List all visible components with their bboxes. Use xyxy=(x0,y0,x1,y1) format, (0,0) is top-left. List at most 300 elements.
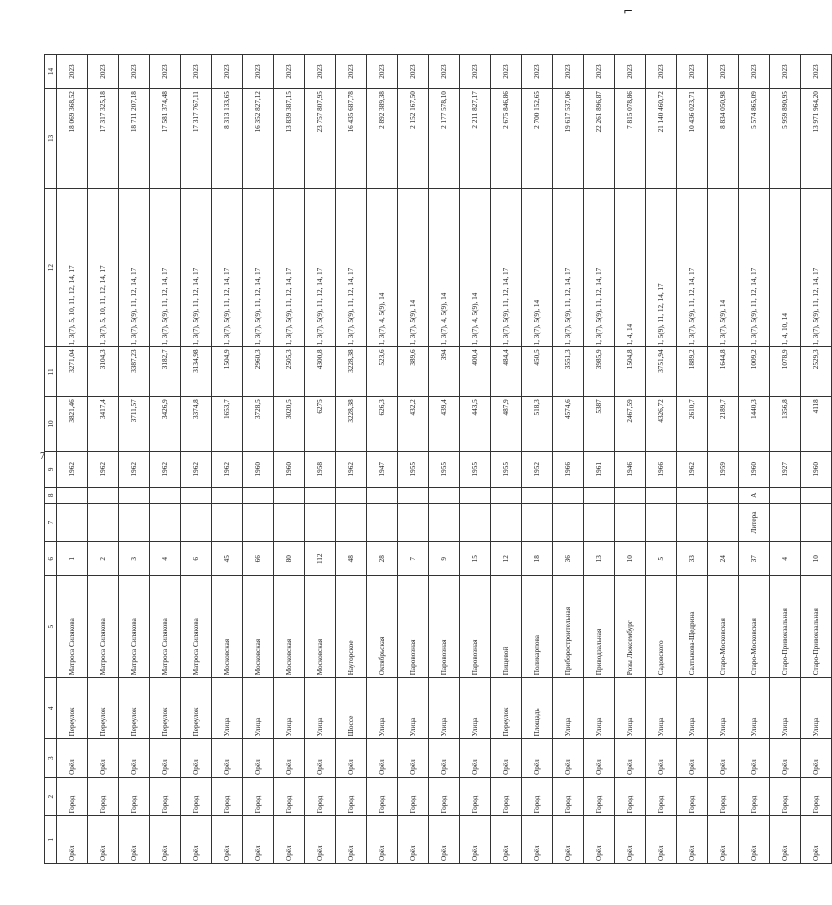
cell-col-10: 3821,46 xyxy=(57,397,88,451)
cell-col-10: 432,2 xyxy=(398,397,429,451)
cell-col-5: Старо-Привокзальная xyxy=(770,576,801,678)
table-row xyxy=(491,55,522,864)
table-row xyxy=(243,55,274,864)
cell-col-1: Орёл xyxy=(398,816,429,864)
cell-col-14: 2023 xyxy=(460,55,491,89)
cell-col-3: Орёл xyxy=(398,739,429,778)
cell-col-5: Московская xyxy=(212,576,243,678)
cell-col-14: 2023 xyxy=(398,55,429,89)
cell-col-7 xyxy=(243,503,274,542)
cell-col-4: Переулок xyxy=(181,678,212,739)
cell-col-1: Орёл xyxy=(553,816,584,864)
cell-col-11: 3134,98 xyxy=(181,347,212,397)
cell-col-12: 1, 3(7), 5(9), 11, 12, 14, 17 xyxy=(677,188,708,347)
cell-col-2: Город xyxy=(119,777,150,816)
cell-col-10: 1653,7 xyxy=(212,397,243,451)
cell-col-7 xyxy=(119,503,150,542)
cell-col-9: 1955 xyxy=(460,451,491,487)
cell-col-7 xyxy=(460,503,491,542)
cell-col-7 xyxy=(770,503,801,542)
cell-col-10: 3228,38 xyxy=(336,397,367,451)
cell-col-2: Город xyxy=(708,777,739,816)
cell-col-6: 4 xyxy=(150,542,181,576)
cell-col-6: 3 xyxy=(119,542,150,576)
cell-col-8 xyxy=(491,487,522,503)
cell-col-13: 17 317 767,11 xyxy=(181,89,212,189)
cell-col-3: Орёл xyxy=(367,739,398,778)
cell-col-1: Орёл xyxy=(243,816,274,864)
cell-col-7 xyxy=(57,503,88,542)
table-row xyxy=(88,55,119,864)
table-row xyxy=(646,55,677,864)
cell-col-1: Орёл xyxy=(305,816,336,864)
cell-col-7 xyxy=(150,503,181,542)
cell-col-3: Орёл xyxy=(553,739,584,778)
column-number-5: 5 xyxy=(45,576,57,678)
cell-col-3: Орёл xyxy=(491,739,522,778)
cell-col-1: Орёл xyxy=(584,816,615,864)
cell-col-8 xyxy=(243,487,274,503)
cell-col-8 xyxy=(181,487,212,503)
corner-mark: ⌐ xyxy=(622,4,633,18)
cell-col-1: Орёл xyxy=(57,816,88,864)
cell-col-12: 1, 3(7), 5(9), 14 xyxy=(522,188,553,347)
cell-col-3: Орёл xyxy=(181,739,212,778)
cell-col-14: 2023 xyxy=(770,55,801,89)
cell-col-2: Город xyxy=(398,777,429,816)
cell-col-6: 45 xyxy=(212,542,243,576)
cell-col-12: 1, 3(7), 5(9), 14 xyxy=(398,188,429,347)
cell-col-11: 3551,3 xyxy=(553,347,584,397)
cell-col-3: Орёл xyxy=(150,739,181,778)
cell-col-2: Город xyxy=(460,777,491,816)
cell-col-11: 1889,2 xyxy=(677,347,708,397)
rotated-table-container xyxy=(44,54,820,864)
cell-col-5: Матроса Силякова xyxy=(57,576,88,678)
cell-col-8 xyxy=(336,487,367,503)
cell-col-13: 2 892 389,38 xyxy=(367,89,398,189)
cell-col-8 xyxy=(677,487,708,503)
cell-col-14: 2023 xyxy=(181,55,212,89)
cell-col-2: Город xyxy=(429,777,460,816)
cell-col-7 xyxy=(398,503,429,542)
page-number: 7 xyxy=(40,451,45,462)
table-row xyxy=(429,55,460,864)
cell-col-2: Город xyxy=(57,777,88,816)
cell-col-13: 5 959 890,95 xyxy=(770,89,801,189)
cell-col-4: Улица xyxy=(677,678,708,739)
cell-col-4: Улица xyxy=(305,678,336,739)
cell-col-14: 2023 xyxy=(305,55,336,89)
cell-col-7 xyxy=(615,503,646,542)
cell-col-14: 2023 xyxy=(429,55,460,89)
cell-col-5: Старо-Московская xyxy=(739,576,770,678)
table-body xyxy=(57,55,832,864)
cell-col-7 xyxy=(646,503,677,542)
cell-col-12: 1, 3(7), 4, 5(9), 14 xyxy=(429,188,460,347)
cell-col-2: Город xyxy=(801,777,832,816)
cell-col-11: 3182,7 xyxy=(150,347,181,397)
cell-col-10: 4574,6 xyxy=(553,397,584,451)
cell-col-4: Переулок xyxy=(57,678,88,739)
cell-col-8 xyxy=(367,487,398,503)
cell-col-12: 1, 3(7), 5(9), 11, 12, 14, 17 xyxy=(336,188,367,347)
cell-col-5: Старо-Привокзальная xyxy=(801,576,832,678)
cell-col-12: 1, 3(7), 5(9), 11, 12, 14, 17 xyxy=(274,188,305,347)
cell-col-13: 18 069 368,52 xyxy=(57,89,88,189)
cell-col-12: 1, 3(7), 5(9), 11, 12, 14, 17 xyxy=(305,188,336,347)
cell-col-13: 19 617 537,06 xyxy=(553,89,584,189)
cell-col-12: 1, 3(7), 5, 10, 11, 12, 14, 17 xyxy=(88,188,119,347)
cell-col-8 xyxy=(460,487,491,503)
cell-col-9: 1927 xyxy=(770,451,801,487)
cell-col-1: Орёл xyxy=(770,816,801,864)
cell-col-8 xyxy=(801,487,832,503)
cell-col-14: 2023 xyxy=(522,55,553,89)
cell-col-9: 1962 xyxy=(57,451,88,487)
cell-col-4: Переулок xyxy=(88,678,119,739)
cell-col-4: Переулок xyxy=(491,678,522,739)
column-number-6: 6 xyxy=(45,542,57,576)
cell-col-9: 1955 xyxy=(491,451,522,487)
cell-col-6: 48 xyxy=(336,542,367,576)
cell-col-14: 2023 xyxy=(708,55,739,89)
cell-col-14: 2023 xyxy=(88,55,119,89)
cell-col-8 xyxy=(615,487,646,503)
cell-col-6: 5 xyxy=(646,542,677,576)
cell-col-8 xyxy=(398,487,429,503)
cell-col-12: 1, 3(7), 5(9), 11, 12, 14, 17 xyxy=(119,188,150,347)
table-row xyxy=(336,55,367,864)
cell-col-12: 1, 3(7), 4, 5(9), 14 xyxy=(367,188,398,347)
column-number-8: 8 xyxy=(45,487,57,503)
cell-col-2: Город xyxy=(150,777,181,816)
cell-col-11: 389,6 xyxy=(398,347,429,397)
cell-col-9: 1955 xyxy=(398,451,429,487)
column-number-3: 3 xyxy=(45,739,57,778)
cell-col-1: Орёл xyxy=(150,816,181,864)
cell-col-13: 2 152 167,50 xyxy=(398,89,429,189)
cell-col-14: 2023 xyxy=(646,55,677,89)
cell-col-1: Орёл xyxy=(88,816,119,864)
cell-col-1: Орёл xyxy=(491,816,522,864)
cell-col-11: 3985,9 xyxy=(584,347,615,397)
cell-col-3: Орёл xyxy=(243,739,274,778)
cell-col-3: Орёл xyxy=(584,739,615,778)
cell-col-13: 13 839 387,15 xyxy=(274,89,305,189)
cell-col-11: 1644,8 xyxy=(708,347,739,397)
cell-col-6: 33 xyxy=(677,542,708,576)
cell-col-2: Город xyxy=(305,777,336,816)
cell-col-13: 2 211 827,17 xyxy=(460,89,491,189)
cell-col-9: 1961 xyxy=(584,451,615,487)
cell-col-3: Орёл xyxy=(739,739,770,778)
cell-col-13: 2 675 846,86 xyxy=(491,89,522,189)
cell-col-14: 2023 xyxy=(150,55,181,89)
cell-col-13: 18 711 207,18 xyxy=(119,89,150,189)
cell-col-14: 2023 xyxy=(801,55,832,89)
cell-col-4: Переулок xyxy=(150,678,181,739)
cell-col-2: Город xyxy=(367,777,398,816)
cell-col-13: 8 834 050,98 xyxy=(708,89,739,189)
column-number-1: 1 xyxy=(45,816,57,864)
cell-col-13: 13 971 964,20 xyxy=(801,89,832,189)
cell-col-8 xyxy=(305,487,336,503)
cell-col-3: Орёл xyxy=(305,739,336,778)
cell-col-10: 626,3 xyxy=(367,397,398,451)
cell-col-12: 1, 3(7), 5(9), 14 xyxy=(708,188,739,347)
cell-col-2: Город xyxy=(491,777,522,816)
cell-col-14: 2023 xyxy=(274,55,305,89)
cell-col-1: Орёл xyxy=(367,816,398,864)
cell-col-14: 2023 xyxy=(739,55,770,89)
cell-col-4: Улица xyxy=(243,678,274,739)
cell-col-4: Улица xyxy=(615,678,646,739)
cell-col-5: Московская xyxy=(243,576,274,678)
cell-col-4: Шоссе xyxy=(336,678,367,739)
cell-col-1: Орёл xyxy=(429,816,460,864)
cell-col-9: 1959 xyxy=(708,451,739,487)
table-row xyxy=(398,55,429,864)
cell-col-1: Орёл xyxy=(801,816,832,864)
cell-col-9: 1947 xyxy=(367,451,398,487)
cell-col-14: 2023 xyxy=(553,55,584,89)
cell-col-5: Наугорское xyxy=(336,576,367,678)
cell-col-9: 1966 xyxy=(646,451,677,487)
cell-col-9: 1960 xyxy=(243,451,274,487)
table-row xyxy=(584,55,615,864)
cell-col-6: 10 xyxy=(801,542,832,576)
cell-col-3: Орёл xyxy=(336,739,367,778)
cell-col-3: Орёл xyxy=(677,739,708,778)
cell-col-10: 3374,8 xyxy=(181,397,212,451)
cell-col-3: Орёл xyxy=(57,739,88,778)
cell-col-4: Улица xyxy=(553,678,584,739)
cell-col-11: 1504,8 xyxy=(615,347,646,397)
cell-col-6: 15 xyxy=(460,542,491,576)
cell-col-11: 3387,23 xyxy=(119,347,150,397)
cell-col-5: Садовского xyxy=(646,576,677,678)
cell-col-8 xyxy=(522,487,553,503)
cell-col-1: Орёл xyxy=(181,816,212,864)
cell-col-2: Город xyxy=(522,777,553,816)
cell-col-9: 1962 xyxy=(336,451,367,487)
cell-col-2: Город xyxy=(336,777,367,816)
cell-col-5: Салтыкова-Щедрина xyxy=(677,576,708,678)
cell-col-10: 3020,5 xyxy=(274,397,305,451)
cell-col-2: Город xyxy=(553,777,584,816)
cell-col-4: Улица xyxy=(708,678,739,739)
table-row xyxy=(57,55,88,864)
cell-col-4: Улица xyxy=(212,678,243,739)
cell-col-8 xyxy=(150,487,181,503)
cell-col-10: 1440,3 xyxy=(739,397,770,451)
cell-col-10: 2467,59 xyxy=(615,397,646,451)
table-row xyxy=(119,55,150,864)
cell-col-10: 439,4 xyxy=(429,397,460,451)
cell-col-13: 22 261 896,87 xyxy=(584,89,615,189)
cell-col-5: Паровозная xyxy=(429,576,460,678)
cell-col-3: Орёл xyxy=(119,739,150,778)
cell-col-7 xyxy=(708,503,739,542)
cell-col-9: 1962 xyxy=(181,451,212,487)
cell-col-13: 16 435 687,78 xyxy=(336,89,367,189)
cell-col-13: 2 700 152,65 xyxy=(522,89,553,189)
cell-col-7 xyxy=(305,503,336,542)
cell-col-14: 2023 xyxy=(615,55,646,89)
table-row xyxy=(274,55,305,864)
cell-col-7 xyxy=(274,503,305,542)
cell-col-6: 6 xyxy=(181,542,212,576)
cell-col-2: Город xyxy=(243,777,274,816)
cell-col-9: 1962 xyxy=(212,451,243,487)
cell-col-12: 1, 3(7), 5(9), 11, 12, 14, 17 xyxy=(801,188,832,347)
cell-col-12: 1, 3(7), 5(9), 11, 12, 14, 17 xyxy=(739,188,770,347)
cell-col-8: А xyxy=(739,487,770,503)
cell-col-8 xyxy=(770,487,801,503)
cell-col-10: 2189,7 xyxy=(708,397,739,451)
cell-col-4: Улица xyxy=(460,678,491,739)
cell-col-9: 1960 xyxy=(739,451,770,487)
cell-col-11: 1078,9 xyxy=(770,347,801,397)
cell-col-5: Московская xyxy=(305,576,336,678)
cell-col-13: 17 581 374,48 xyxy=(150,89,181,189)
cell-col-10: 3417,4 xyxy=(88,397,119,451)
cell-col-7 xyxy=(88,503,119,542)
cell-col-8 xyxy=(553,487,584,503)
cell-col-5: Матроса Силякова xyxy=(150,576,181,678)
cell-col-11: 3228,38 xyxy=(336,347,367,397)
cell-col-10: 4326,72 xyxy=(646,397,677,451)
column-number-row xyxy=(45,55,57,864)
cell-col-3: Орёл xyxy=(801,739,832,778)
cell-col-13: 21 140 460,72 xyxy=(646,89,677,189)
cell-col-4: Улица xyxy=(367,678,398,739)
cell-col-7 xyxy=(212,503,243,542)
cell-col-9: 1962 xyxy=(88,451,119,487)
cell-col-3: Орёл xyxy=(770,739,801,778)
cell-col-13: 5 574 865,09 xyxy=(739,89,770,189)
cell-col-11: 3271,04 xyxy=(57,347,88,397)
cell-col-14: 2023 xyxy=(57,55,88,89)
cell-col-14: 2023 xyxy=(367,55,398,89)
cell-col-3: Орёл xyxy=(429,739,460,778)
cell-col-12: 1, 3(7), 5(9), 11, 12, 14, 17 xyxy=(584,188,615,347)
cell-col-9: 1960 xyxy=(274,451,305,487)
cell-col-6: 7 xyxy=(398,542,429,576)
cell-col-6: 80 xyxy=(274,542,305,576)
cell-col-5: Паровозная xyxy=(398,576,429,678)
housing-register-table xyxy=(44,54,832,864)
cell-col-4: Улица xyxy=(646,678,677,739)
cell-col-12: 1, 3(7), 5(9), 11, 12, 14, 17 xyxy=(181,188,212,347)
cell-col-6: 12 xyxy=(491,542,522,576)
cell-col-10: 1356,8 xyxy=(770,397,801,451)
column-number-9: 9 xyxy=(45,451,57,487)
cell-col-4: Площадь xyxy=(522,678,553,739)
cell-col-10: 3728,5 xyxy=(243,397,274,451)
cell-col-12: 1, 3(7), 4, 5(9), 14 xyxy=(460,188,491,347)
cell-col-6: 37 xyxy=(739,542,770,576)
cell-col-7: Литера xyxy=(739,503,770,542)
cell-col-5: Октябрьская xyxy=(367,576,398,678)
cell-col-7 xyxy=(522,503,553,542)
cell-col-10: 518,3 xyxy=(522,397,553,451)
cell-col-7 xyxy=(429,503,460,542)
cell-col-10: 2610,7 xyxy=(677,397,708,451)
cell-col-6: 2 xyxy=(88,542,119,576)
cell-col-11: 1009,2 xyxy=(739,347,770,397)
cell-col-1: Орёл xyxy=(274,816,305,864)
cell-col-5: Приборостроительная xyxy=(553,576,584,678)
cell-col-1: Орёл xyxy=(615,816,646,864)
cell-col-5: Московская xyxy=(274,576,305,678)
cell-col-10: 4118 xyxy=(801,397,832,451)
cell-col-7 xyxy=(181,503,212,542)
cell-col-8 xyxy=(584,487,615,503)
cell-col-7 xyxy=(336,503,367,542)
cell-col-14: 2023 xyxy=(584,55,615,89)
cell-col-8 xyxy=(708,487,739,503)
cell-col-13: 17 317 325,18 xyxy=(88,89,119,189)
table-row xyxy=(150,55,181,864)
cell-col-5: Паровозная xyxy=(460,576,491,678)
cell-col-4: Улица xyxy=(801,678,832,739)
cell-col-6: 112 xyxy=(305,542,336,576)
cell-col-3: Орёл xyxy=(88,739,119,778)
cell-col-1: Орёл xyxy=(460,816,491,864)
cell-col-10: 3711,57 xyxy=(119,397,150,451)
cell-col-5: Матроса Силякова xyxy=(88,576,119,678)
column-number-2: 2 xyxy=(45,777,57,816)
cell-col-11: 450,5 xyxy=(522,347,553,397)
cell-col-13: 16 352 827,12 xyxy=(243,89,274,189)
cell-col-3: Орёл xyxy=(212,739,243,778)
cell-col-2: Город xyxy=(615,777,646,816)
cell-col-11: 3751,94 xyxy=(646,347,677,397)
cell-col-6: 66 xyxy=(243,542,274,576)
cell-col-6: 24 xyxy=(708,542,739,576)
cell-col-8 xyxy=(646,487,677,503)
cell-col-7 xyxy=(677,503,708,542)
cell-col-12: 1, 3(7), 5(9), 11, 12, 14, 17 xyxy=(491,188,522,347)
cell-col-9: 1952 xyxy=(522,451,553,487)
cell-col-5: Пищевой xyxy=(491,576,522,678)
cell-col-4: Улица xyxy=(770,678,801,739)
cell-col-6: 18 xyxy=(522,542,553,576)
cell-col-1: Орёл xyxy=(119,816,150,864)
cell-col-4: Улица xyxy=(398,678,429,739)
cell-col-1: Орёл xyxy=(739,816,770,864)
column-number-10: 10 xyxy=(45,397,57,451)
column-number-7: 7 xyxy=(45,503,57,542)
cell-col-7 xyxy=(801,503,832,542)
cell-col-14: 2023 xyxy=(677,55,708,89)
cell-col-6: 13 xyxy=(584,542,615,576)
cell-col-7 xyxy=(367,503,398,542)
cell-col-2: Город xyxy=(739,777,770,816)
cell-col-10: 5387 xyxy=(584,397,615,451)
cell-col-6: 36 xyxy=(553,542,584,576)
cell-col-7 xyxy=(553,503,584,542)
cell-col-2: Город xyxy=(274,777,305,816)
cell-col-12: 1, 4, 10, 14 xyxy=(770,188,801,347)
cell-col-3: Орёл xyxy=(708,739,739,778)
cell-col-9: 1958 xyxy=(305,451,336,487)
cell-col-8 xyxy=(212,487,243,503)
cell-col-10: 487,9 xyxy=(491,397,522,451)
cell-col-11: 484,4 xyxy=(491,347,522,397)
